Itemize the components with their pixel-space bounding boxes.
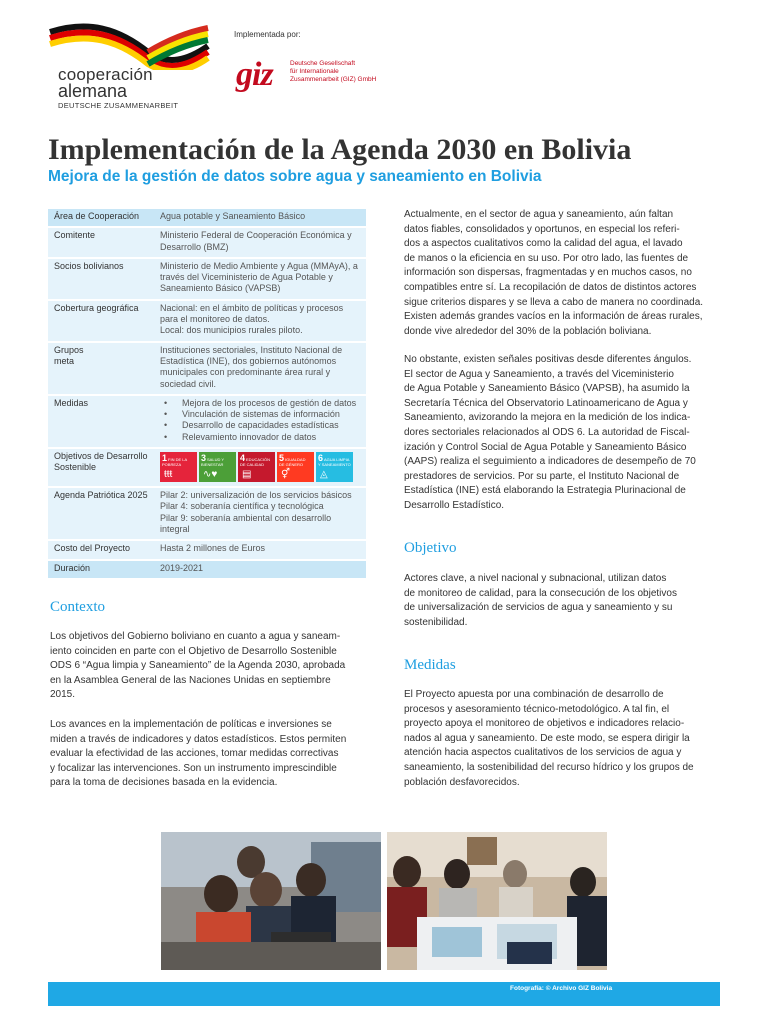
row-key: Costo del Proyecto xyxy=(48,540,154,559)
text-line: Secretaría Técnica del Observatorio Latinoamericano de Agua y xyxy=(404,397,688,409)
sdg-pictogram-icon: ◬ xyxy=(320,469,328,481)
list-item: • Desarrollo de capacidades estadísticas xyxy=(160,420,362,431)
list-item: • Relevamiento innovador de datos xyxy=(160,432,362,443)
row-value: Ministerio Federal de Cooperación Económica y Desarrollo (BMZ) xyxy=(154,227,366,258)
text-line: dores sectoriales relacionados al ODS 6. La autoridad de Fiscal- xyxy=(404,426,690,438)
text-line: El Proyecto apuesta por una combinación de desarrollo de xyxy=(404,689,664,700)
contexto-paragraph-2 xyxy=(50,718,370,791)
text-line: Desarrollo Estadístico. xyxy=(404,499,505,511)
sdg-pictogram-icon: ∿♥ xyxy=(203,469,218,481)
section-heading-objetivo: Objetivo xyxy=(404,540,457,556)
logo-text-alemana: alemana xyxy=(58,81,128,101)
text-line: Estadística (INE) está elaborando la Estrategia Plurinacional de xyxy=(404,485,686,497)
cobertura-national: Nacional: en el ámbito de políticas y procesos para el monitoreo de datos. xyxy=(160,302,344,325)
section-heading-contexto: Contexto xyxy=(50,599,105,615)
row-key xyxy=(48,342,154,395)
text-line: (AAPS) realiza el seguimiento a indicadores de desempeño de 70 xyxy=(404,456,696,468)
sdg-number: 3 xyxy=(201,453,207,464)
text-line: información son dispersas, fragmentadas y en muchos casos, no xyxy=(404,267,692,279)
sdg-pictogram-icon: ŧŧŧ xyxy=(164,469,173,481)
giz-line: für Internationale xyxy=(290,68,339,75)
text-line: El sector de Agua y Saneamiento, a través del Viceministerio xyxy=(404,368,674,380)
text-line: y focalizar las intervenciones. Son un instrumento imprescindible xyxy=(50,762,337,774)
giz-org-name xyxy=(290,60,376,84)
project-info-table xyxy=(48,209,366,580)
list-item: • Mejora de los procesos de gestión de datos xyxy=(160,398,362,409)
text-line: No obstante, existen señales positivas desde diferentes ángulos. xyxy=(404,354,692,365)
flag-swoosh-icon xyxy=(48,20,213,70)
table-row xyxy=(48,209,366,227)
row-key: Socios bolivianos xyxy=(48,258,154,300)
text-line: saneamiento, la sostenibilidad del recurso hídrico y los grupos de xyxy=(404,761,694,773)
text-line: de universalización de servicios de agua y saneamiento y su xyxy=(404,602,673,614)
objetivo-paragraph xyxy=(404,572,724,630)
sdg-3-icon xyxy=(199,452,236,482)
sdg-icons xyxy=(160,451,362,482)
row-value: 2019-2021 xyxy=(154,560,366,579)
row-value xyxy=(154,300,366,342)
row-value xyxy=(154,487,366,540)
text-line: Actores clave, a nivel nacional y subnacional, utilizan datos xyxy=(404,573,667,584)
pilar-line: Pilar 9: soberanía ambiental con desarrollo integral xyxy=(160,512,332,534)
contexto-paragraph-1 xyxy=(50,630,370,703)
medidas-list xyxy=(160,398,362,443)
table-row xyxy=(48,342,366,395)
giz-line: Deutsche Gesellschaft xyxy=(290,60,356,67)
text-line: Los objetivos del Gobierno boliviano en cuanto a agua y saneam- xyxy=(50,631,341,642)
logo-text-deutsche: DEUTSCHE ZUSAMMENARBEIT xyxy=(58,101,179,110)
text-line: en la Asamblea General de las Naciones Unidas en septiembre xyxy=(50,674,331,686)
row-key-line: meta xyxy=(54,355,75,366)
section-heading-medidas: Medidas xyxy=(404,657,456,673)
sdg-label: FIN DE LA POBREZA xyxy=(162,457,187,468)
row-value: Ministerio de Medio Ambiente y Agua (MMAyA), a través del Viceministerio de Agua Potable y Saneamiento Básico (VAPSB) xyxy=(154,258,366,300)
sdg-pictogram-icon: ⚥ xyxy=(281,469,291,481)
row-value xyxy=(154,395,366,448)
photo-team-laptop xyxy=(161,832,381,970)
sdg-label: AGUA LIMPIA Y SANEAMIENTO xyxy=(318,457,351,468)
row-key: Cobertura geográfica xyxy=(48,300,154,342)
right-paragraph-1 xyxy=(404,208,724,339)
row-key: Medidas xyxy=(48,395,154,448)
row-key-line: Grupos xyxy=(54,344,84,355)
text-line: de manos o la eficiencia en su uso. Por otro lado, las fuentes de xyxy=(404,252,689,264)
text-line: prestadores de servicios. Por su parte, el Instituto Nacional de xyxy=(404,470,680,482)
row-value: Hasta 2 millones de Euros xyxy=(154,540,366,559)
text-line: Los avances en la implementación de políticas e inversiones se xyxy=(50,719,332,730)
text-line: proyecto apoya el monitoreo de objetivos e indicadores relacio- xyxy=(404,718,685,730)
photo-credit: Fotografía: © Archivo GIZ Bolivia xyxy=(510,985,613,992)
text-line: Saneamiento, avizorando la mejora en la medición de los indica- xyxy=(404,412,691,424)
page-title: Implementación de la Agenda 2030 en Bolivia xyxy=(48,133,632,166)
giz-line: Zusammenarbeit (GIZ) GmbH xyxy=(290,76,377,83)
table-row xyxy=(48,395,366,448)
table-row xyxy=(48,227,366,258)
text-line: evaluar la efectividad de las acciones, tomar medidas correctivas xyxy=(50,748,339,760)
text-line: población desfavorecidos. xyxy=(404,776,520,788)
right-paragraph-2 xyxy=(404,353,724,514)
list-item: • Vinculación de sistemas de información xyxy=(160,409,362,420)
medidas-paragraph xyxy=(404,688,724,790)
pilar-line: Pilar 4: soberanía científica y tecnológica xyxy=(160,501,324,512)
sdg-number: 6 xyxy=(318,453,324,464)
text-line: de monitoreo de calidad, para la consecución de los objetivos xyxy=(404,587,677,599)
sdg-6-icon xyxy=(316,452,353,482)
text-line: sostenibilidad. xyxy=(404,616,468,628)
table-row xyxy=(48,448,366,487)
cobertura-local: Local: dos municipios rurales piloto. xyxy=(160,325,303,336)
text-line: sigue criterios dispares y se lleva a cabo de manera no coordinada. xyxy=(404,296,704,308)
table-row xyxy=(48,258,366,300)
row-key: Comitente xyxy=(48,227,154,258)
implemented-by-label: Implementada por: xyxy=(234,30,301,39)
text-line: compatibles entre sí. La recopilación de datos de distintos actores xyxy=(404,281,697,293)
sdg-number: 4 xyxy=(240,453,246,464)
text-line: donde vive alrededor del 30% de la población boliviana. xyxy=(404,325,652,337)
text-line: 2015. xyxy=(50,689,76,701)
row-key: Objetivos de Desarrollo Sostenible xyxy=(48,448,154,487)
row-key: Agenda Patriótica 2025 xyxy=(48,487,154,540)
cooperacion-alemana-logo xyxy=(48,20,213,110)
sdg-pictogram-icon: ▤ xyxy=(242,469,252,481)
text-line: nados al agua y saneamiento. De este modo, se espera dirigir la xyxy=(404,732,690,744)
sdg-4-icon xyxy=(238,452,275,482)
table-row xyxy=(48,560,366,579)
logo-text-cooperacion: cooperación xyxy=(58,65,153,84)
text-line: ización y Control Social de Agua Potable y Saneamiento Básico xyxy=(404,441,687,453)
sdg-5-icon xyxy=(277,452,314,482)
text-line: iento coinciden en parte con el Objetivo de Desarrollo Sostenible xyxy=(50,645,337,657)
row-value xyxy=(154,448,366,487)
sdg-label: IGUALDAD DE GÉNERO xyxy=(279,457,306,468)
table-row xyxy=(48,487,366,540)
photo-team-meeting xyxy=(387,832,607,970)
text-line: datos fiables, consolidados y oportunos, en especial los referi- xyxy=(404,223,680,235)
text-line: miden a través de indicadores y datos estadísticos. Estos permiten xyxy=(50,733,347,745)
text-line: de Agua Potable y Saneamiento Básico (VAPSB), ha asumido la xyxy=(404,383,690,395)
table-row xyxy=(48,540,366,559)
text-line: para la toma de decisiones basada en la evidencia. xyxy=(50,777,278,789)
giz-logo: giz xyxy=(236,56,273,93)
text-line: Existen además grandes vacíos en la información de áreas rurales, xyxy=(404,311,703,323)
sdg-label: SALUD Y BIENESTAR xyxy=(201,457,224,468)
page-subtitle: Mejora de la gestión de datos sobre agua y saneamiento en Bolivia xyxy=(48,168,542,185)
text-line: atención hacia aspectos cualitativos de los servicios de agua y xyxy=(404,747,682,759)
row-key: Duración xyxy=(48,560,154,579)
text-line: ODS 6 “Agua limpia y Saneamiento” de la Agenda 2030, aprobada xyxy=(50,660,346,672)
text-line: procesos y asesoramiento técnico-metodológico. A tal fin, el xyxy=(404,703,670,715)
sdg-number: 1 xyxy=(162,453,168,464)
text-line: dos a aspectos cualitativos como la calidad del agua, el lavado xyxy=(404,238,683,250)
sdg-label: EDUCACIÓN DE CALIDAD xyxy=(240,457,271,468)
row-key: Área de Cooperación xyxy=(48,209,154,227)
footer-bar xyxy=(48,982,720,1006)
table-row xyxy=(48,300,366,342)
text-line: Actualmente, en el sector de agua y saneamiento, aún faltan xyxy=(404,209,674,220)
sdg-1-icon xyxy=(160,452,197,482)
row-value: Agua potable y Saneamiento Básico xyxy=(154,209,366,227)
sdg-number: 5 xyxy=(279,453,285,464)
row-value: Instituciones sectoriales, Instituto Nacional de Estadística (INE), dos gobiernos autónomos municipales con predominante área rural y sociedad civil. xyxy=(154,342,366,395)
pilar-line: Pilar 2: universalización de los servicios básicos xyxy=(160,490,352,501)
